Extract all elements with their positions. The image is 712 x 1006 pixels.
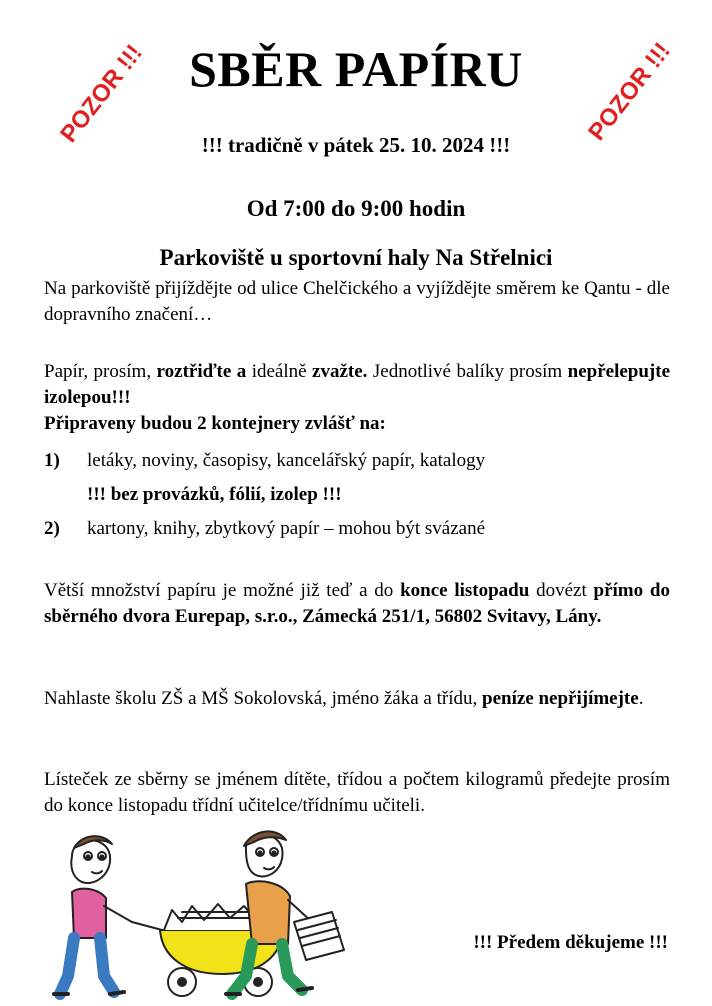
receipt-paragraph: Lísteček ze sběrny se jménem dítěte, třídou a počtem kilogramů předejte prosím do konce listopadu třídní učitelce/třídnímu učiteli.: [44, 769, 670, 816]
date-line: !!! tradičně v pátek 25. 10. 2024 !!!: [201, 133, 511, 157]
pozor-stamp-right: POZOR !!!: [583, 37, 676, 146]
yard-bold-2: přímo do sběrného dvora Eurepap, s.r.o., Zámecká 251/1, 56802 Svitavy, Lány.: [44, 580, 670, 627]
yard-text-1: Větší množství papíru je možné již teď a do: [44, 580, 401, 601]
page-title: SBĚR PAPÍRU: [189, 41, 523, 97]
place-line: Parkoviště u sportovní haly Na Střelnici: [159, 245, 553, 270]
sorting-bold-3: nepřelepujte izolepou!!!: [44, 361, 671, 408]
list-item-1-number: 1): [44, 450, 60, 471]
left-child: [54, 836, 132, 994]
directions-paragraph: Na parkoviště přijíždějte od ulice Chelčického a vyjíždějte směrem ke Qantu - dle dopravního značení…: [44, 278, 670, 325]
list-item-1-text: letáky, noviny, časopisy, kancelářský papír, katalogy: [87, 450, 486, 471]
report-paragraph: [44, 686, 670, 712]
yard-bold-1: konce listopadu: [400, 580, 530, 601]
thanks-line: !!! Předem děkujeme !!!: [473, 932, 668, 953]
children-cart-illustration: [32, 826, 432, 1002]
report-bold-1: peníze nepřijímejte: [482, 688, 639, 709]
list-item-2-number: 2): [44, 518, 60, 539]
sorting-text-2: ideálně: [246, 361, 313, 382]
sorting-paragraph: [44, 359, 670, 437]
yard-text-2: dovézt: [529, 580, 594, 601]
sorting-text-3: Jednotlivé balíky prosím: [367, 361, 568, 382]
collection-yard-paragraph: [44, 578, 670, 630]
list-item-1-note-text: !!! bez provázků, fólií, izolep !!!: [87, 484, 342, 505]
containers-heading: Připraveny budou 2 kontejnery zvlášť na:: [44, 413, 386, 434]
time-line: Od 7:00 do 9:00 hodin: [246, 196, 466, 221]
report-text-2: .: [638, 688, 644, 709]
pozor-stamp-left: POZOR !!!: [55, 39, 148, 148]
list-item-2-text: kartony, knihy, zbytkový papír – mohou být svázané: [87, 518, 486, 539]
sorting-text-1: Papír, prosím,: [44, 361, 157, 382]
sorting-bold-1: roztřiďte a: [156, 361, 247, 382]
report-text-1: Nahlaste školu ZŠ a MŠ Sokolovská, jméno žáka a třídu,: [44, 688, 482, 709]
sorting-bold-2: zvažte.: [312, 361, 368, 382]
